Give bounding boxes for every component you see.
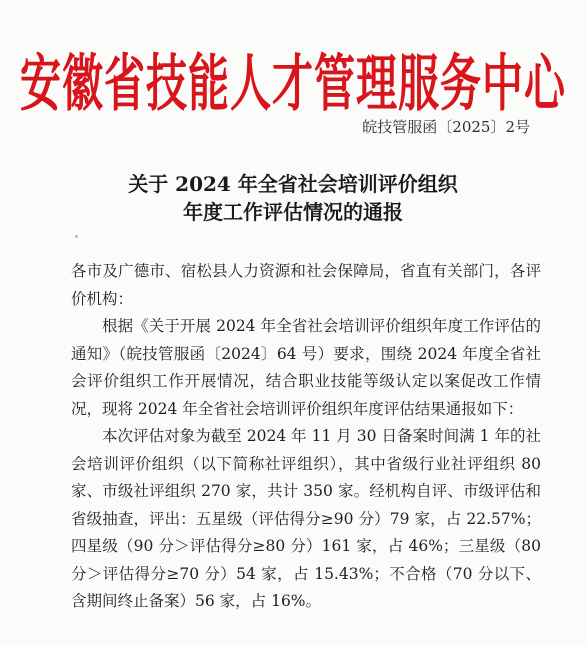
addressee: 各市及广德市、宿松县人力资源和社会保障局，省直有关部门，各评价机构： [71, 262, 541, 308]
paragraph-results: 本次评估对象为截至 2024 年 11 月 30 日备案时间满 1 年的社会培训评价组织（以下简称社评组织），其中省级行业社评组织 80 家、市级社评组织 270 家，共计 350 家。经机构自评、市级评估和省级抽查，评出：五星级（评估得分≥90 分）79 家，占 22.57%；四星级（90 分＞评估得分≥80 分）161 家，占 46%；三星级（80 分＞评估得分≥70 分）54 家，占 15.43%；不合格（70 分以下、含期间终止备案）56 家，占 16%。 [71, 427, 541, 610]
notice-body [71, 258, 541, 616]
notice-title-line-2: 年度工作评估情况的通报 [183, 200, 403, 224]
paragraph-background: 根据《关于开展 2024 年全省社会培训评价组织年度工作评估的通知》（皖技管服函〔2024〕64 号）要求，围绕 2024 年度全省社会评价组织工作开展情况，结合职业技能等级认定以案促改工作情况，现将 2024 年全省社会培训评价组织年度评估结果通报如下： [71, 317, 541, 418]
issuing-organization: 安徽省技能人才管理服务中心 [20, 47, 566, 120]
notice-title [0, 170, 586, 226]
notice-title-line-1: 关于 2024 年全省社会培训评价组织 [128, 172, 458, 196]
scan-speck [75, 235, 78, 238]
document-number: 皖技管服函〔2025〕2号 [362, 118, 530, 136]
